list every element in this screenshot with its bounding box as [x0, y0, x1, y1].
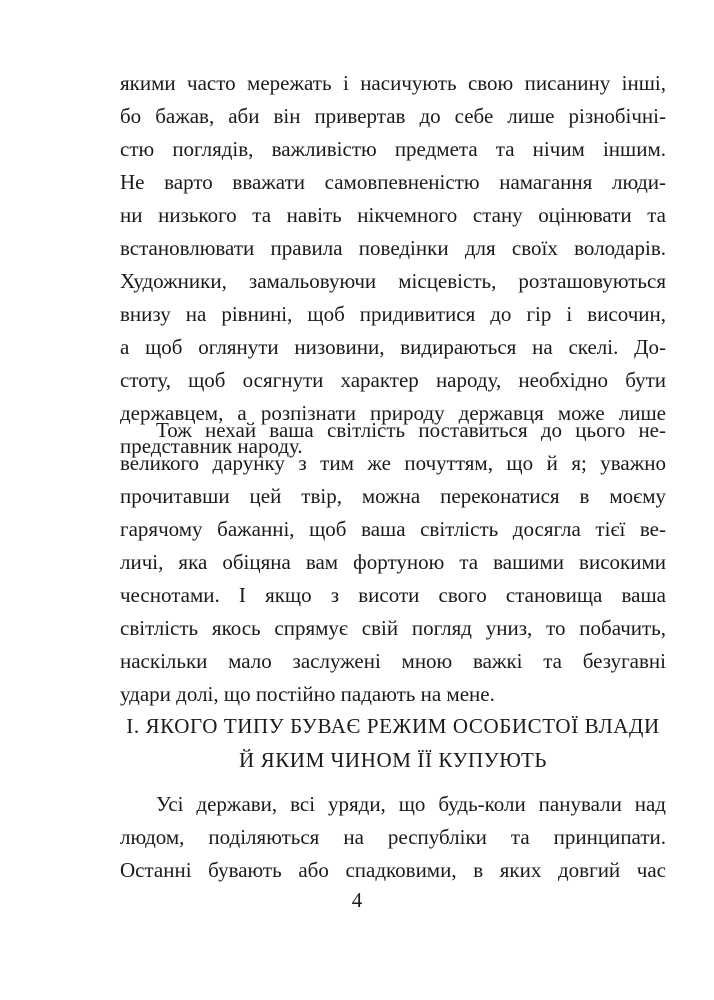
paragraph-2: [120, 414, 666, 711]
text-line: великого дарунку з тим же почуттям, що й я; уважно: [120, 451, 666, 475]
text-line: Не варто вважати самовпевненістю намагання люди-: [120, 170, 666, 194]
text-line: гарячому бажанні, щоб ваша світлість досягла тієї ве-: [120, 517, 666, 541]
chapter-paragraph: [120, 788, 666, 887]
page-number: 4: [351, 888, 363, 912]
text-line: бо бажав, аби він привертав до себе лише різнобічні-: [120, 104, 666, 128]
chapter-heading: [120, 709, 666, 777]
text-line: прочитавши цей твір, можна переконатися в моєму: [120, 484, 666, 508]
text-line: удари долі, що постійно падають на мене.: [120, 682, 495, 706]
text-line: представник народу.: [120, 434, 303, 458]
text-line: а щоб оглянути низовини, видираються на скелі. До-: [120, 335, 666, 359]
text-line: стоту, щоб осягнути характер народу, необхідно бути: [120, 368, 666, 392]
paragraph-1: [120, 67, 666, 463]
text-line: встановлювати правила поведінки для своїх володарів.: [120, 236, 666, 260]
text-line: наскільки мало заслужені мною важкі та безугавні: [120, 649, 666, 673]
text-line: світлість якось спрямує свій погляд униз, то побачить,: [120, 616, 666, 640]
text-line: Тож нехай ваша світлість поставиться до цього не-: [156, 418, 666, 442]
text-line: личі, яка обіцяна вам фортуною та вашими високими: [120, 550, 666, 574]
text-line: Усі держави, всі уряди, що будь-коли панували над: [156, 792, 666, 816]
text-line: людом, поділяються на республіки та принципати.: [120, 825, 666, 849]
text-line: якими часто мережать і насичують свою писанину інші,: [120, 71, 666, 95]
text-line: Художники, замальовуючи місцевість, розташовуються: [120, 269, 666, 293]
text-line: внизу на рівнині, щоб придивитися до гір і височин,: [120, 302, 666, 326]
text-line: державцем, а розпізнати природу державця може лише: [120, 401, 666, 425]
chapter-heading-line-1: І. ЯКОГО ТИПУ БУВАЄ РЕЖИМ ОСОБИСТОЇ ВЛАДИ: [126, 714, 660, 738]
text-line: Останні бувають або спадковими, в яких довгий час: [120, 858, 666, 882]
text-line: чеснотами. І якщо з висоти свого становища ваша: [120, 583, 666, 607]
text-line: ни низького та навіть нікчемного стану оцінювати та: [120, 203, 666, 227]
text-line: стю поглядів, важливістю предмета та нічим іншим.: [120, 137, 666, 161]
chapter-heading-line-2: Й ЯКИМ ЧИНОМ ЇЇ КУПУЮТЬ: [238, 748, 548, 772]
